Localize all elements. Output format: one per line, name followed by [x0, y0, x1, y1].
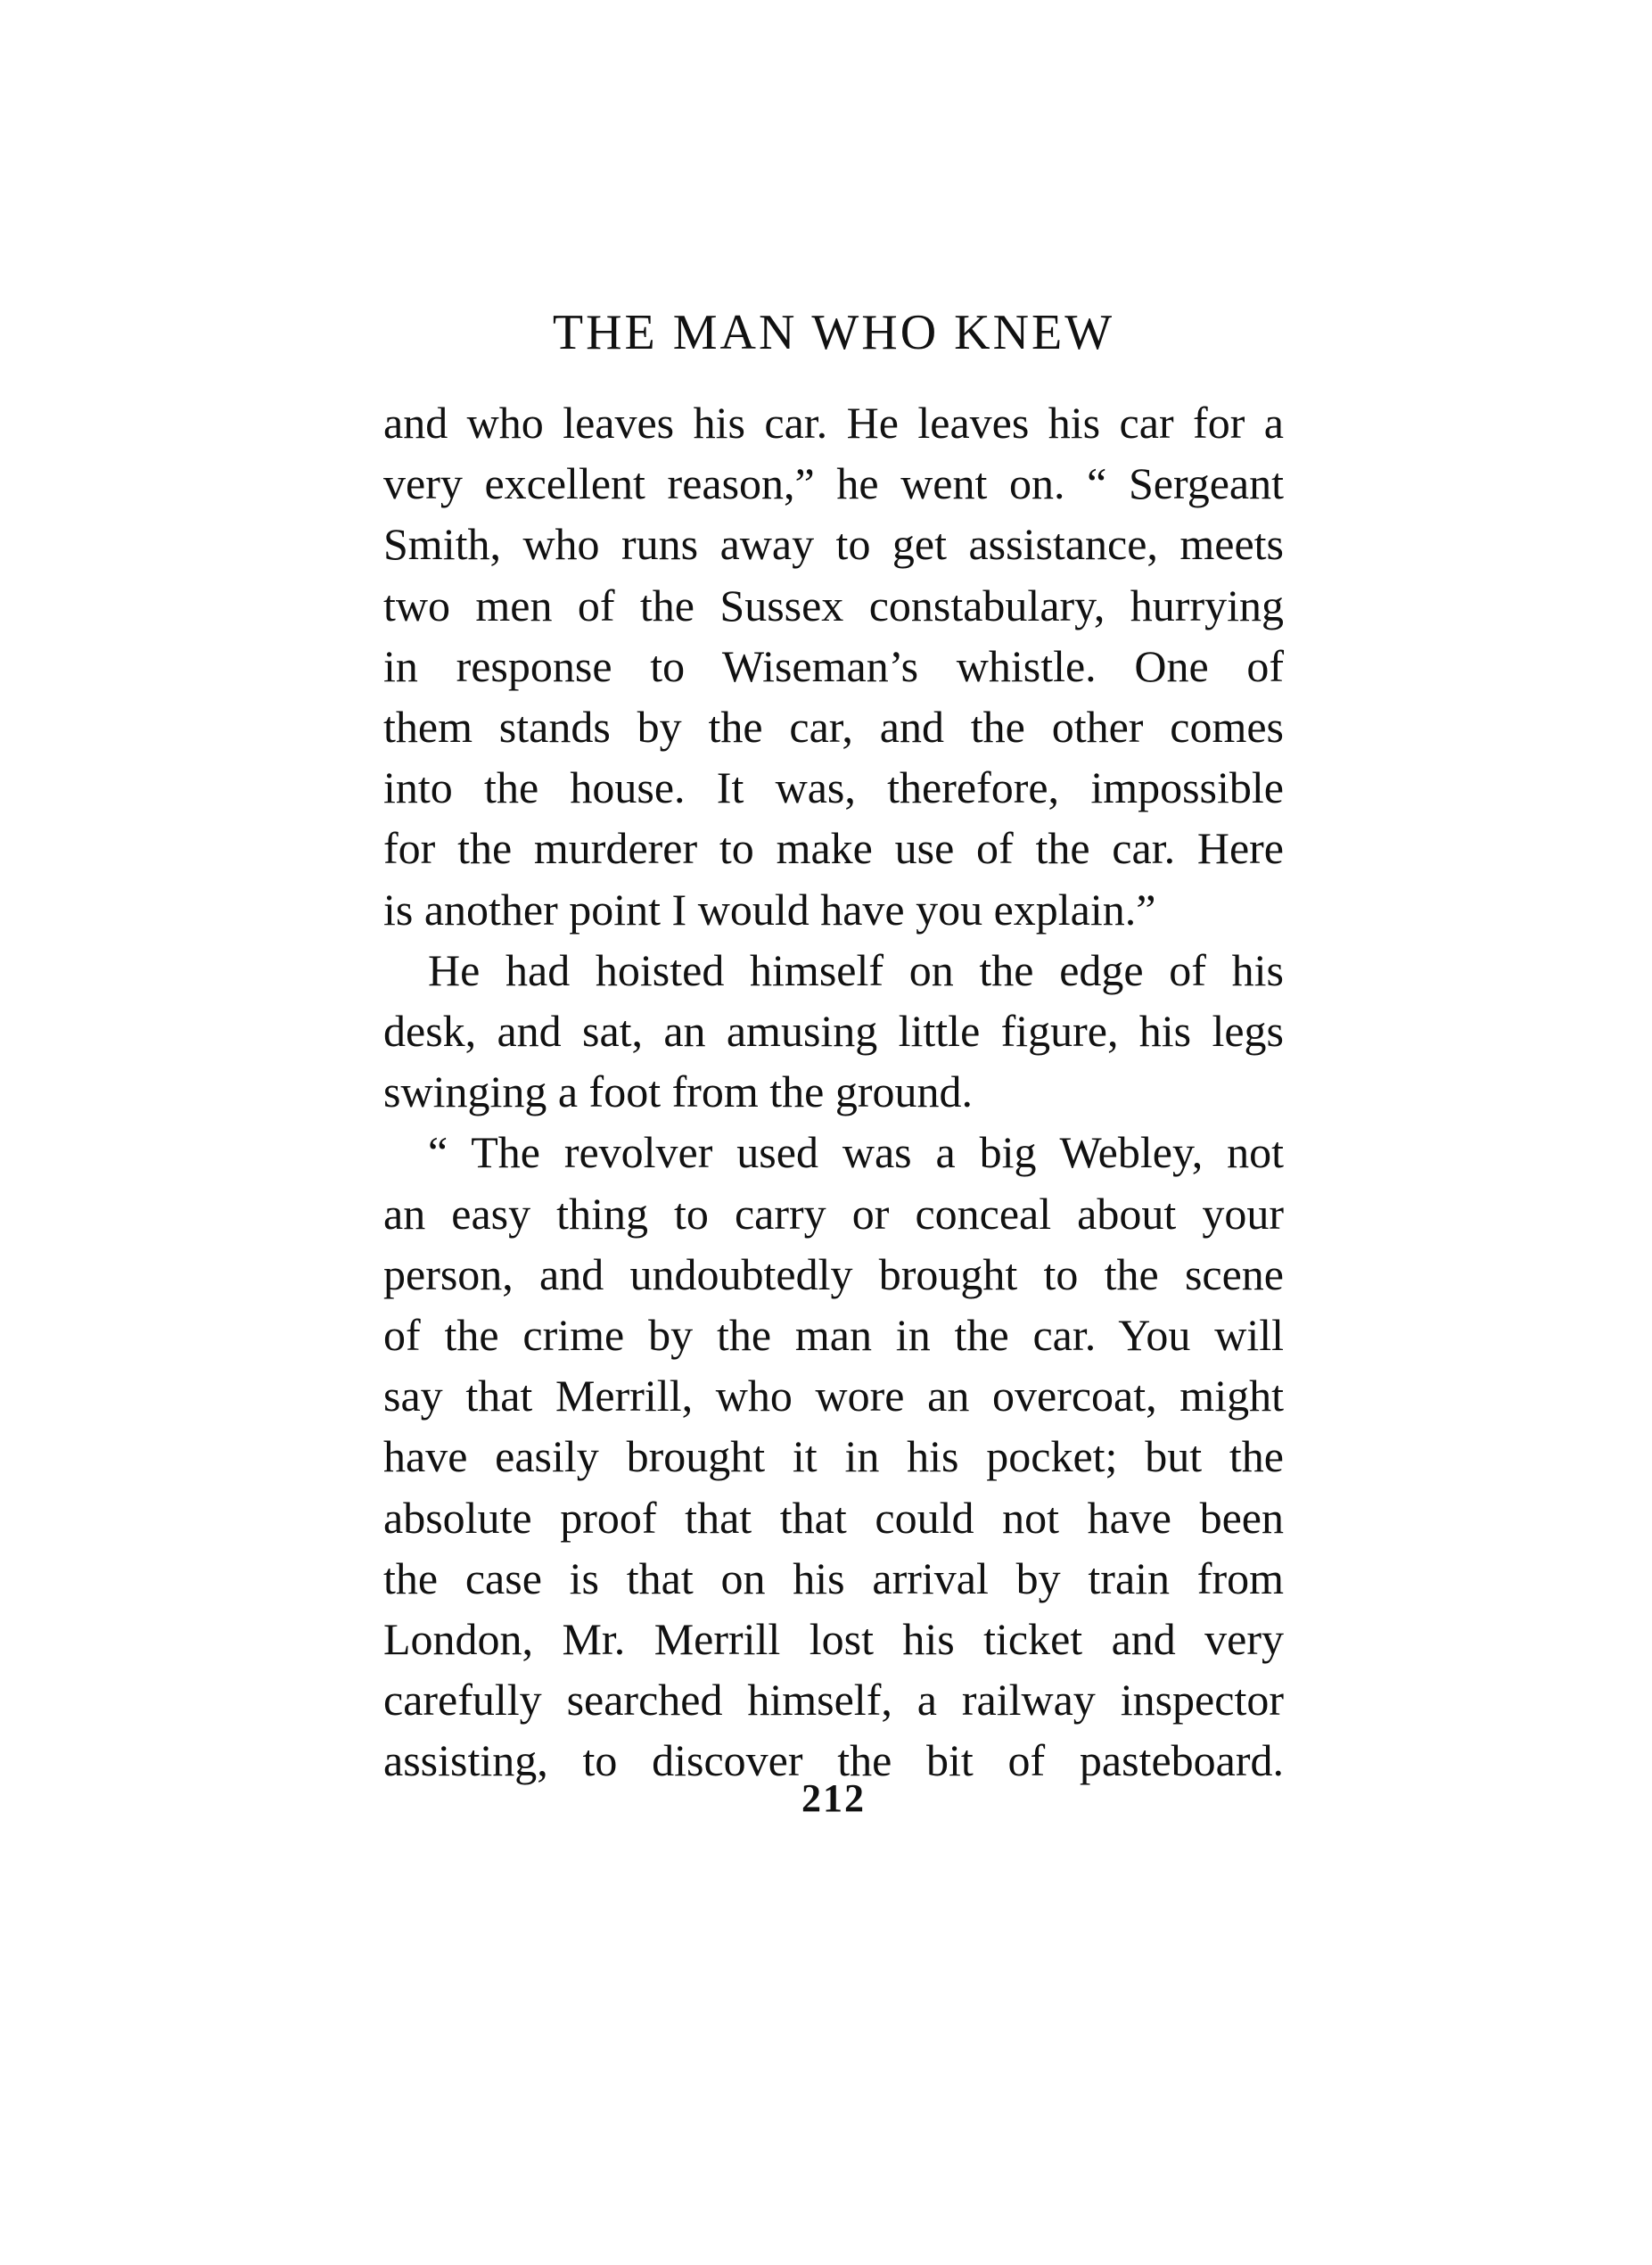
- running-head: THE MAN WHO KNEW: [552, 305, 1115, 360]
- text-line: He had hoisted himself on the edge of his: [428, 944, 1284, 995]
- paragraph-1: [383, 392, 1284, 940]
- text-line: person, and undoubtedly brought to the scene: [383, 1248, 1284, 1299]
- text-line: into the house. It was, therefore, impossible: [383, 762, 1284, 813]
- text-line: have easily brought it in his pocket; but the: [383, 1431, 1284, 1482]
- text-line: them stands by the car, and the other comes: [383, 702, 1284, 753]
- text-line: Smith, who runs away to get assistance, meets: [383, 519, 1284, 570]
- text-line: London, Mr. Merrill lost his ticket and very: [383, 1614, 1284, 1665]
- text-line: swinging a foot from the ground.: [383, 1067, 974, 1117]
- text-line: in response to Wiseman’s whistle. One of: [383, 640, 1284, 691]
- text-line: and who leaves his car. He leaves his car for a: [383, 398, 1284, 448]
- paragraph-3: [383, 1122, 1284, 1791]
- text-line: carefully searched himself, a railway inspector: [383, 1675, 1284, 1726]
- text-line: very excellent reason,” he went on. “ Sergeant: [383, 458, 1284, 509]
- text-line: the case is that on his arrival by train from: [383, 1553, 1284, 1603]
- text-line: say that Merrill, who wore an overcoat, might: [383, 1371, 1284, 1421]
- text-line: is another point I would have you explain.”: [383, 884, 1156, 935]
- text-line: desk, and sat, an amusing little figure, his legs: [383, 1006, 1284, 1057]
- paragraph-2: [383, 940, 1284, 1123]
- text-line: an easy thing to carry or conceal about your: [383, 1188, 1284, 1239]
- text-line: absolute proof that that could not have been: [383, 1492, 1284, 1543]
- body-text: [383, 392, 1284, 1791]
- text-line: two men of the Sussex constabulary, hurrying: [383, 580, 1284, 630]
- text-line: “ The revolver used was a big Webley, not: [428, 1127, 1284, 1178]
- text-line: of the crime by the man in the car. You will: [383, 1310, 1284, 1361]
- text-line: assisting, to discover the bit of pasteboard.: [383, 1735, 1284, 1786]
- text-line: for the murderer to make use of the car. Here: [383, 823, 1284, 874]
- page-number: 212: [801, 1776, 866, 1820]
